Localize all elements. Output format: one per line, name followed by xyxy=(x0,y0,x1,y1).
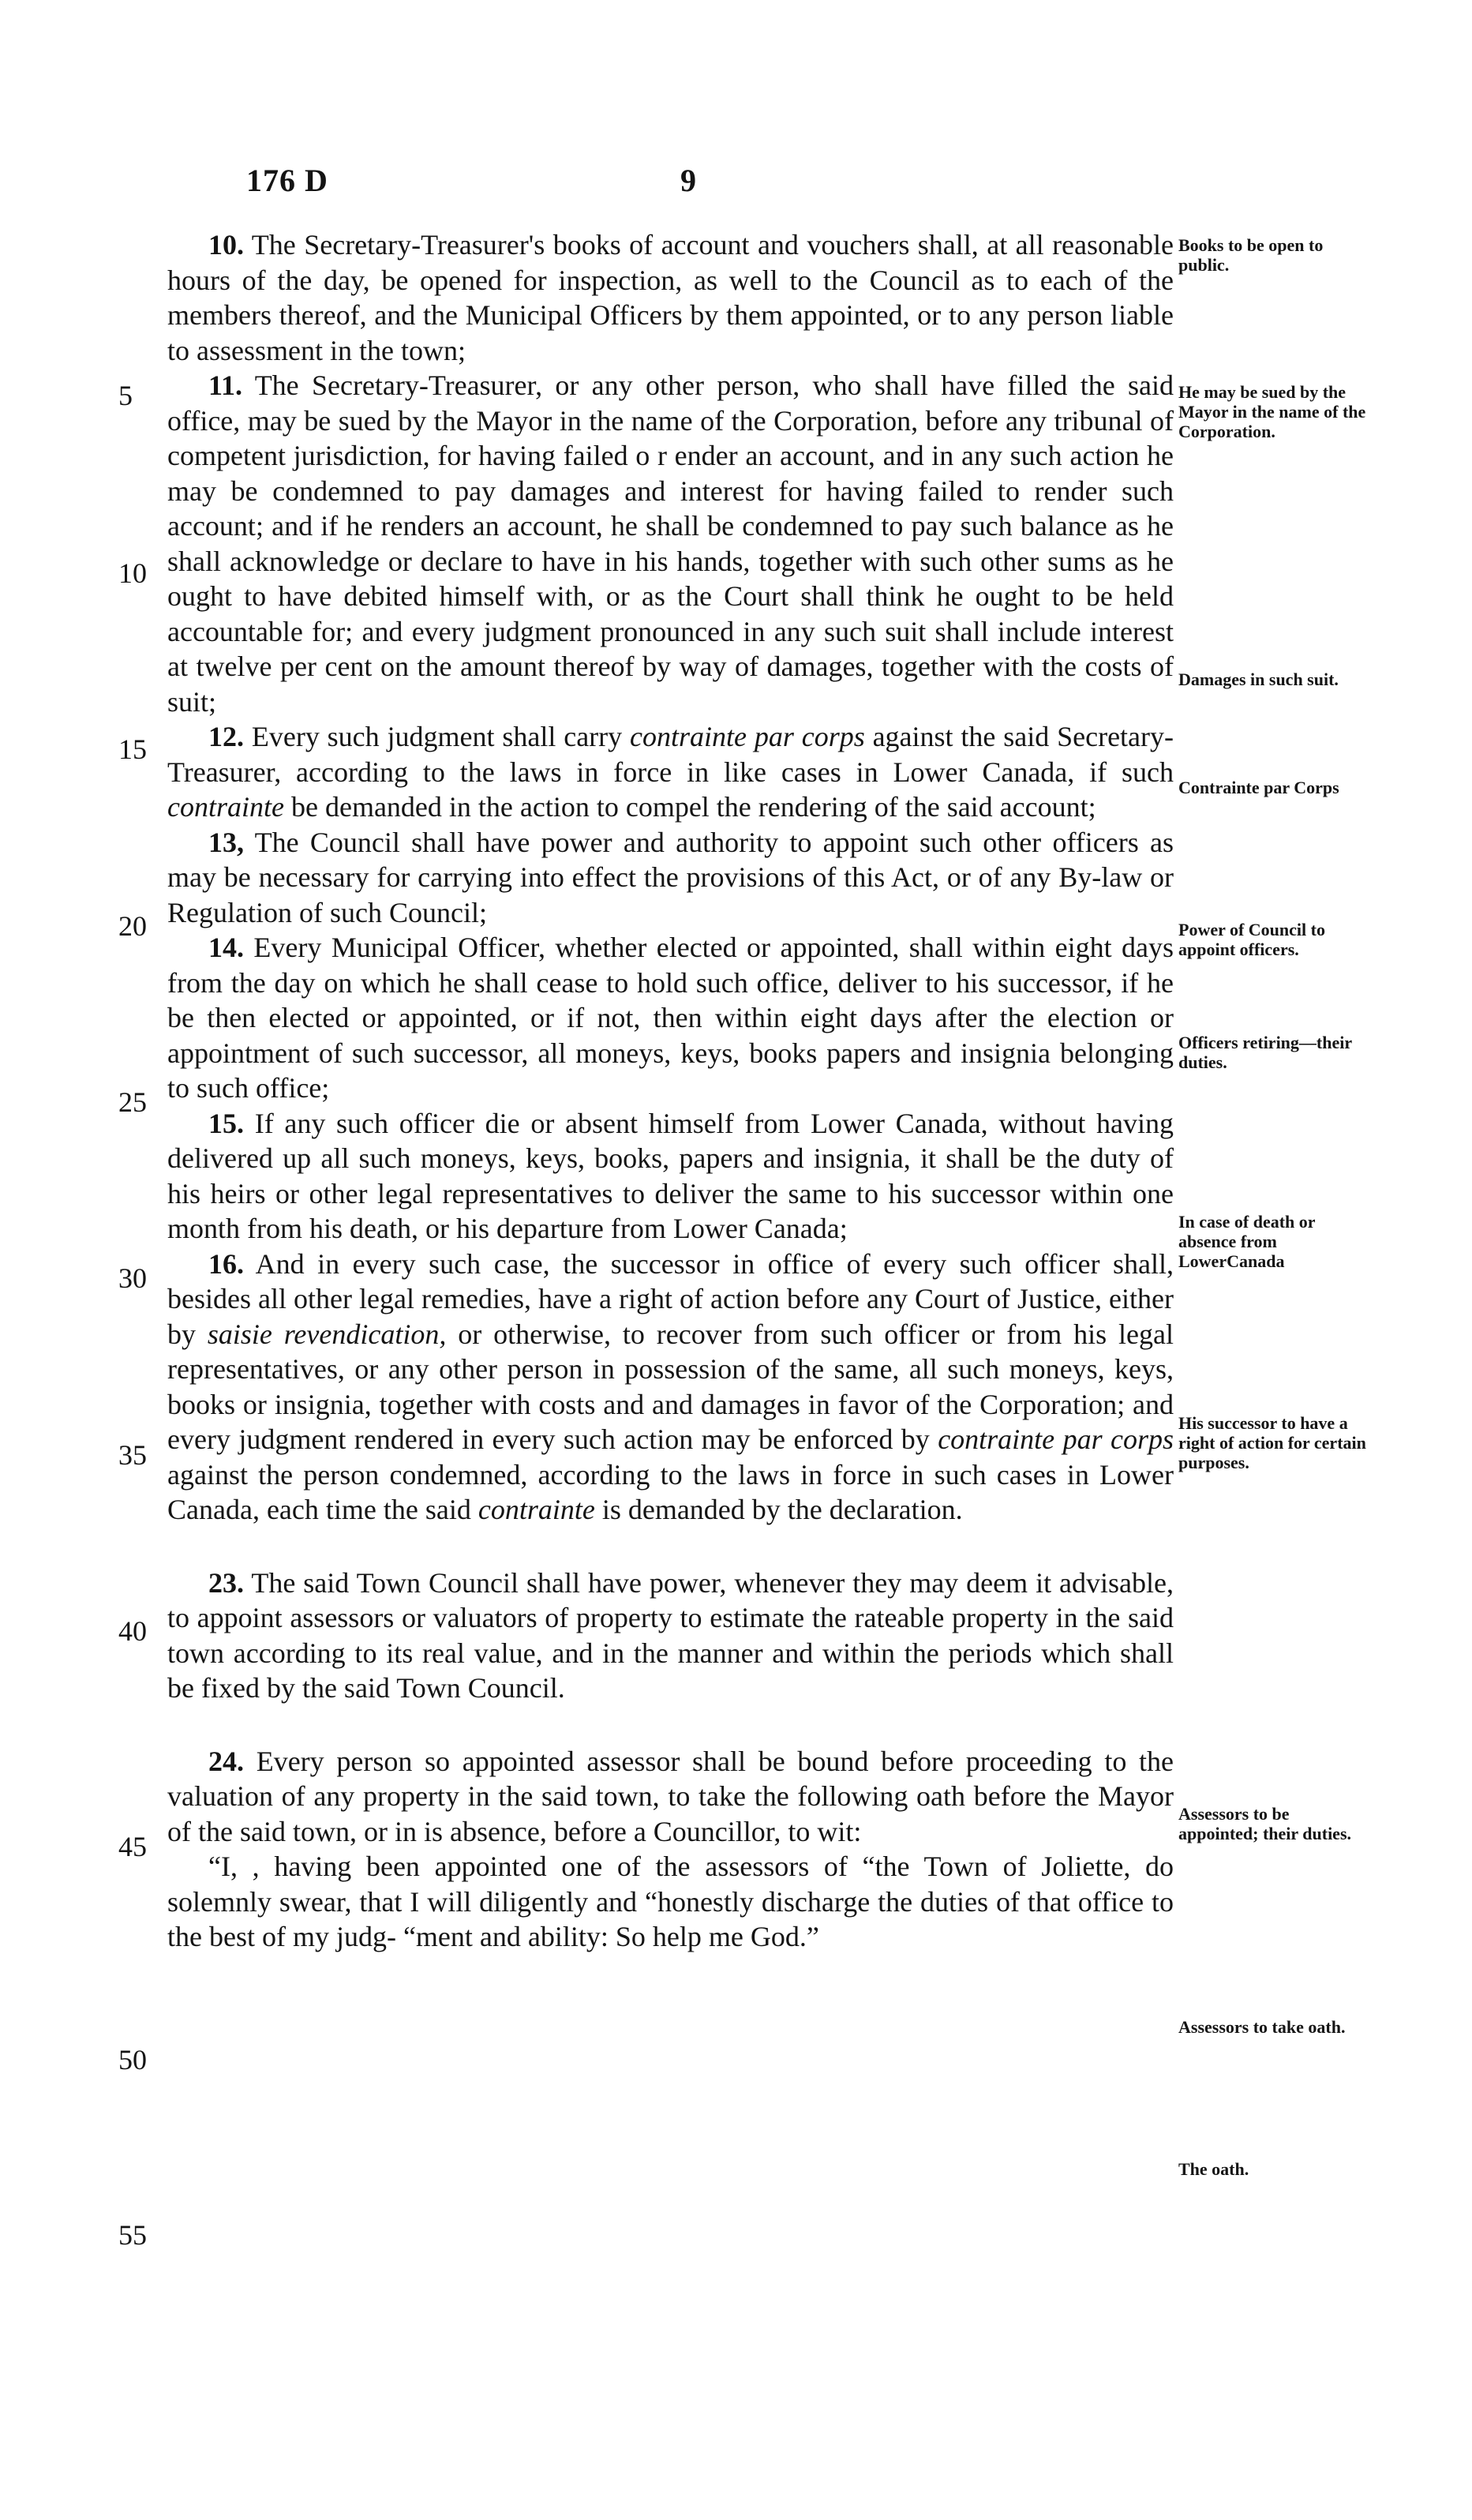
section-text: or otherwise, to recover from such officer or from his legal representatives, or any other person in possession of the same, all such moneys, keys, books or insignia, together with costs and and damages in favor of the Corporation; and every judgment rendered in every such action may be enforced by xyxy=(167,1318,1174,1455)
line-number: 10 xyxy=(118,557,147,589)
line-number: 25 xyxy=(118,1086,147,1118)
italic-term: contrainte par corps xyxy=(938,1423,1174,1455)
section-text: is demanded by the declaration. xyxy=(594,1494,963,1525)
page-number: 9 xyxy=(680,163,697,198)
section-number: 12. xyxy=(208,721,244,752)
section-text: The said Town Council shall have power, whenever they may deem it advisable, to appoint assessors or valuators of property to estimate the rateable property in the said town according to its real value, and in the manner and within the periods which shall be fixed by the said Town Council. xyxy=(167,1566,1174,1704)
line-number: 5 xyxy=(118,380,133,411)
margin-note: Power of Council to appoint officers. xyxy=(1178,920,1325,959)
section-text: The Secretary-Treasurer, or any other person, who shall have filled the said office, may be sued by the Mayor in the name of the Corporation, before any tribunal of competent jurisdiction, for having failed o r ender an account, and in any such action he may be condemned to pay damages and interest for having failed to render such account; and if he renders an account, he shall be condemned to pay such balance as he shall acknowledge or declare to have in his hands, together with such other sums as he ought to have debited himself with, or as the Court shall think he ought to be held accountable for; and every judgment pronounced in any such suit shall include interest at twelve per cent on the amount thereof by way of damages, together with the costs of suit; xyxy=(167,369,1174,718)
document-body xyxy=(167,227,1174,1955)
section-text: Every such judgment shall carry xyxy=(251,721,631,752)
page-header xyxy=(246,162,799,209)
line-number: 55 xyxy=(118,2219,147,2251)
italic-term: contrainte xyxy=(478,1494,595,1525)
oath-text xyxy=(167,1849,1174,1955)
section-text: The Council shall have power and authority to appoint such other officers as may be necessary for carrying into effect the provisions of this Act, or of any By-law or Regulation of such Council; xyxy=(167,826,1174,928)
section-23 xyxy=(167,1566,1174,1706)
section-16 xyxy=(167,1247,1174,1528)
line-number: 50 xyxy=(118,2044,147,2076)
section-text: be demanded in the action to compel the rendering of the said account; xyxy=(283,791,1096,823)
section-text: And in every such case, the successor in office of every such officer shall, besides all other legal remedies, have a right of action before any Court of Justice, either by xyxy=(167,1247,1174,1350)
section-text: against the person condemned, according to the laws in force in such cases in Lower Canada, each time the said xyxy=(167,1458,1174,1525)
margin-note: In case of death or absence from LowerCanada xyxy=(1178,1212,1316,1271)
margin-note: The oath. xyxy=(1178,2159,1249,2179)
line-number: 35 xyxy=(118,1439,147,1471)
line-number: 20 xyxy=(118,910,147,942)
section-text: Every Municipal Officer, whether elected or appointed, shall within eight days from the day on which he shall cease to hold such office, deliver to his successor, if he be then elected or appointed, or if not, then within eight days after the election or appointment of such successor, all moneys, keys, books papers and insignia belonging to such office; xyxy=(167,932,1174,1104)
margin-note: His successor to have a right of action for certain purposes. xyxy=(1178,1413,1366,1472)
margin-note: Assessors to take oath. xyxy=(1178,2017,1346,2037)
line-number: 15 xyxy=(118,733,147,765)
margin-note: Assessors to be appointed; their duties. xyxy=(1178,1804,1352,1843)
line-number: 30 xyxy=(118,1262,147,1294)
margin-note: He may be sued by the Mayor in the name of the Corporation. xyxy=(1178,382,1366,441)
section-number: 14. xyxy=(208,932,244,963)
section-10 xyxy=(167,227,1174,368)
section-15 xyxy=(167,1106,1174,1247)
section-number: 13, xyxy=(208,826,244,858)
oath-wording: “I, , having been appointed one of the assessors of “the Town of Joliette, do solemnly swear, that I will diligently and “honestly discharge the duties of that office to the best of my judg- “ment and ability: So help me God.” xyxy=(167,1851,1174,1952)
section-text: The Secretary-Treasurer's books of account and vouchers shall, at all reasonable hours of the day, be opened for inspection, as well to the Council as to each of the members thereof, and the Municipal Officers by them appointed, or to any person liable to assessment in the town; xyxy=(167,229,1174,366)
section-number: 23. xyxy=(208,1566,244,1599)
section-13 xyxy=(167,825,1174,931)
section-12 xyxy=(167,719,1174,825)
line-number: 40 xyxy=(118,1615,147,1647)
margin-note: Books to be open to public. xyxy=(1178,235,1324,275)
margin-note: Officers retiring—their duties. xyxy=(1178,1033,1352,1072)
section-text: If any such officer die or absent himself from Lower Canada, without having delivered up all such moneys, keys, books, papers and insignia, it shall be the duty of his heirs or other legal representatives to deliver the same to his successor within one month from his death, or his departure from Lower Canada; xyxy=(167,1107,1174,1244)
section-number: 11. xyxy=(208,369,243,401)
margin-note: Damages in such suit. xyxy=(1178,669,1339,689)
italic-term: contrainte par corps xyxy=(630,721,865,752)
margin-note: Contrainte par Corps xyxy=(1178,778,1339,797)
section-number: 16. xyxy=(208,1247,244,1280)
italic-term: saisie revendication, xyxy=(207,1318,447,1350)
section-number: 24. xyxy=(208,1745,244,1777)
line-number: 45 xyxy=(118,1831,147,1862)
section-11 xyxy=(167,368,1174,719)
section-number: 15. xyxy=(208,1107,244,1139)
section-number: 10. xyxy=(208,229,244,261)
italic-term: contrainte xyxy=(167,791,284,823)
section-14 xyxy=(167,930,1174,1106)
section-text: Every person so appointed assessor shall be bound before proceeding to the valuation of any property in the said town, to take the following oath before the Mayor of the said town, or in is absence, before a Councillor, to wit: xyxy=(167,1745,1174,1847)
section-24 xyxy=(167,1744,1174,1850)
section-text: against the said Secretary-Treasurer, according to the laws in force in like cases in Lower Canada, if such xyxy=(167,721,1174,788)
bill-number: 176 D xyxy=(246,163,328,198)
